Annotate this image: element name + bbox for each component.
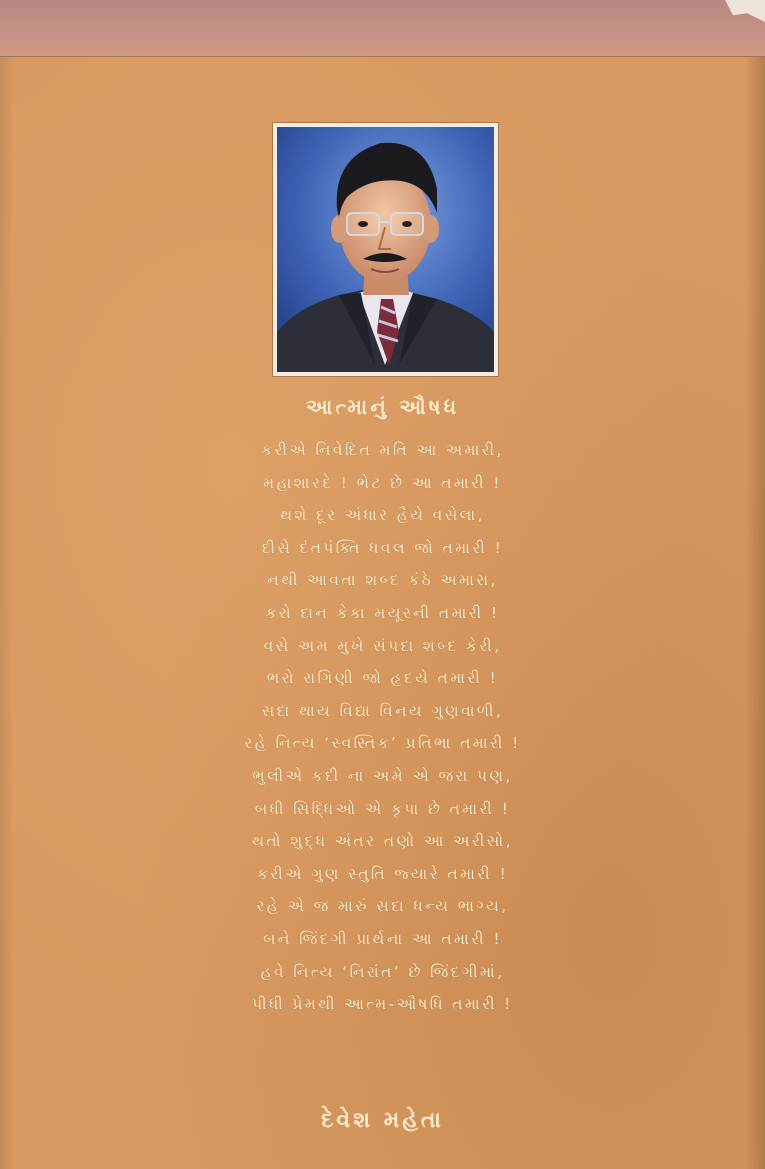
author-name: દેવેશ મહેતા bbox=[321, 1108, 444, 1133]
poem-line: કરીએ નિવેદિત મતિ આ અમારી, bbox=[261, 441, 504, 459]
poem-line: રહે નિત્ય ‘સ્વસ્તિક’ પ્રતિભા તમારી ! bbox=[244, 734, 521, 753]
poem-line: કરો દાન કેકા મયૂરની તમારી ! bbox=[265, 603, 500, 622]
top-band bbox=[0, 0, 765, 57]
author-portrait-icon bbox=[277, 127, 494, 372]
poem-line: થશે દૂર અંધાર હૈયે વસેલા, bbox=[280, 506, 485, 525]
poem-line: પીધી પ્રેમથી આત્મ-ઔષધિ તમારી ! bbox=[252, 995, 513, 1014]
poem-line: ભુલીએ કદી ના અમે એ જરા પણ, bbox=[252, 766, 513, 785]
author-photo-frame bbox=[273, 123, 498, 376]
poem-line: હવે નિત્ય ‘નિરાંત’ છે જિંદગીમાં, bbox=[260, 962, 505, 981]
poem-line: કરીએ ગુણ સ્તુતિ જ્યારે તમારી ! bbox=[256, 864, 509, 883]
poem-title: આત્માનું ઔષધ bbox=[305, 395, 460, 419]
poem-line: બને જિંદગી પ્રાર્થના આ તમારી ! bbox=[263, 929, 502, 948]
torn-corner bbox=[725, 0, 765, 22]
poem-line: થતો શુદ્ધ અંતર તણો આ અરીસો, bbox=[252, 832, 513, 851]
poem-line: બધી સિદ્ધિઓ એ કૃપા છે તમારી ! bbox=[254, 799, 511, 818]
poem-line: રહે એ જ મારું સદા ધન્ય ભાગ્ય, bbox=[256, 897, 509, 916]
poem-line: નથી આવતા શબ્દ કંઠે અમારા, bbox=[267, 571, 498, 590]
poem-line: મહાશારદે ! ભેટ છે આ તમારી ! bbox=[263, 473, 502, 492]
poem-line: સદા થાય વિદ્યા વિનય ગુણવાળી, bbox=[261, 701, 504, 720]
poem-line: ભરો રાગિણી જો હૃદયે તમારી ! bbox=[266, 669, 499, 688]
poem-line: દીસે દંતપંક્તિ ધવલ જો તમારી ! bbox=[261, 538, 504, 557]
poem bbox=[0, 392, 765, 1021]
poem-line: વસે અમ મુખે સંપદા શબ્દ કેરી, bbox=[263, 636, 502, 655]
